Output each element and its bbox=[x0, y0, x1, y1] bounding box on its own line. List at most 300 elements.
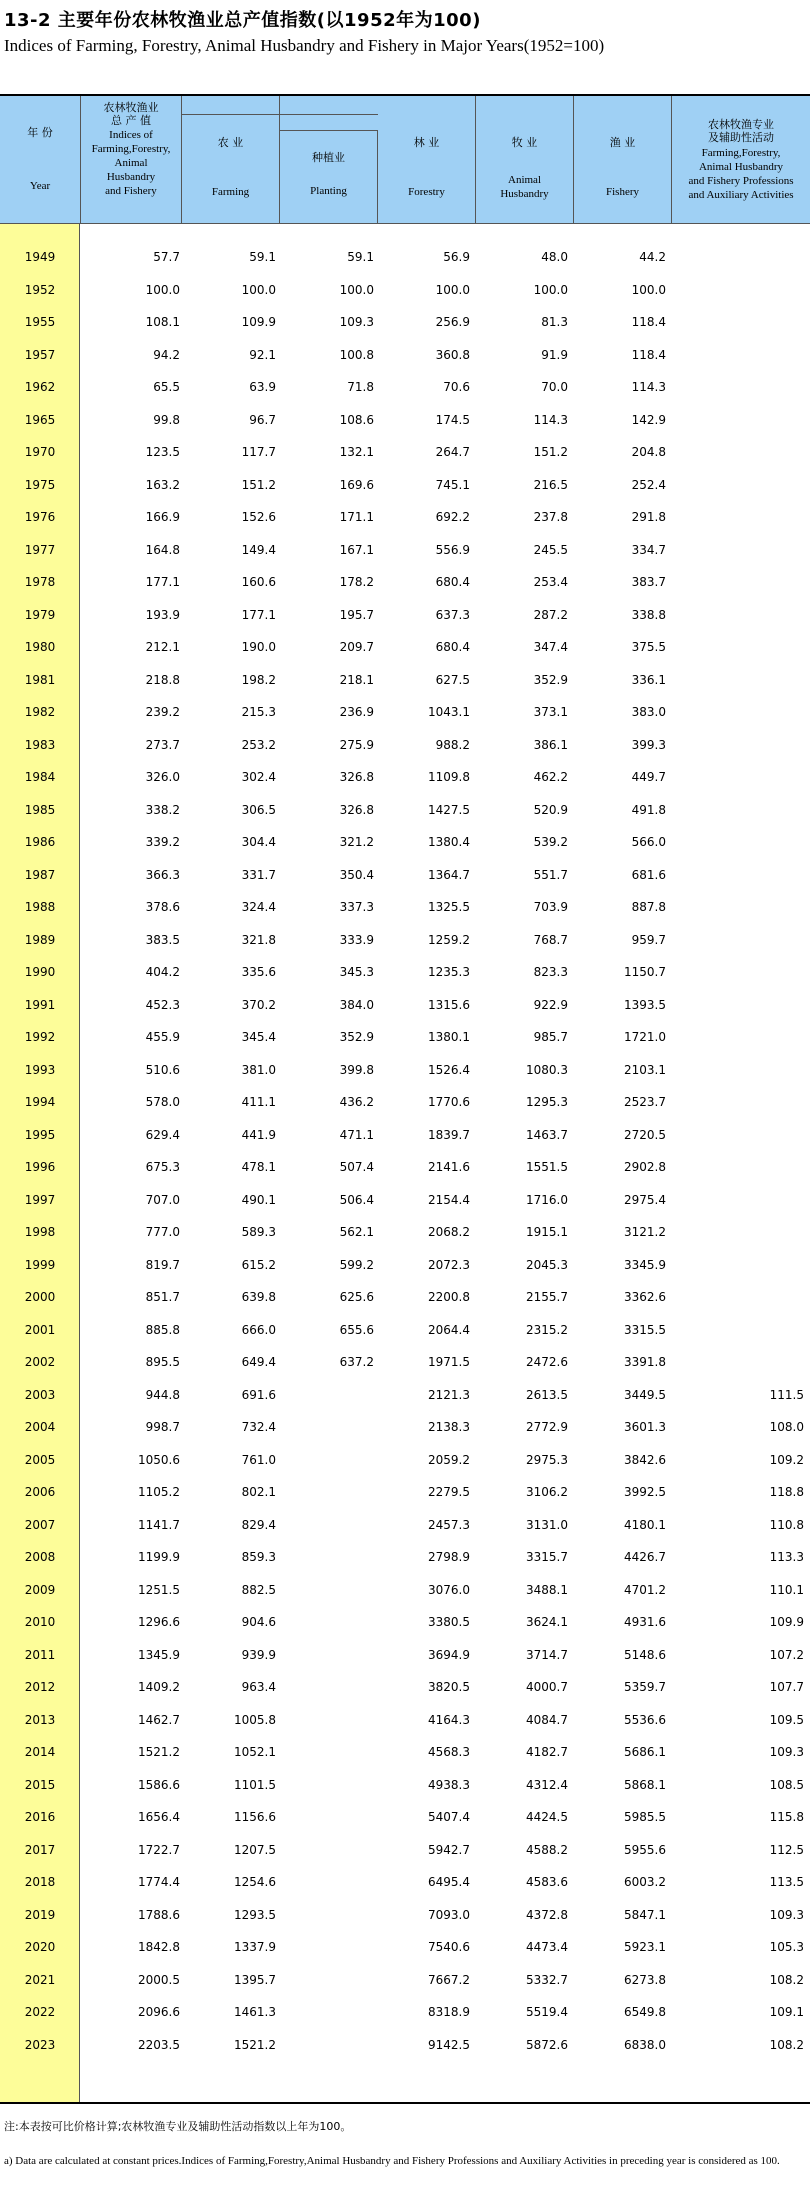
cell-forestry: 1380.1 bbox=[428, 1030, 470, 1044]
table-row bbox=[0, 697, 810, 729]
cell-forestry: 680.4 bbox=[435, 640, 470, 654]
table-row bbox=[0, 1867, 810, 1899]
table-row bbox=[0, 1380, 810, 1412]
cell-fishery: 334.7 bbox=[631, 542, 666, 557]
header-services-en4: and Auxiliary Activities bbox=[688, 189, 794, 201]
cell-year: 2021 bbox=[24, 1972, 56, 1987]
table-row bbox=[0, 925, 810, 957]
cell-total: 2203.5 bbox=[138, 2037, 180, 2052]
cell-forestry: 2121.3 bbox=[428, 1387, 470, 1402]
cell-farming: 324.4 bbox=[241, 900, 276, 914]
cell-animal: 4182.7 bbox=[526, 1745, 568, 1759]
cell-year: 1955 bbox=[24, 315, 56, 329]
cell-farming: 1521.2 bbox=[234, 2037, 276, 2052]
cell-farming: 1101.5 bbox=[234, 1777, 276, 1792]
table-row bbox=[0, 762, 810, 794]
cell-farming: 939.9 bbox=[241, 1647, 276, 1662]
cell-fishery: 681.6 bbox=[631, 867, 666, 882]
cell-total: 578.0 bbox=[145, 1095, 180, 1109]
cell-farming: 666.0 bbox=[241, 1322, 276, 1337]
cell-forestry: 2059.2 bbox=[428, 1452, 470, 1467]
cell-animal: 2975.3 bbox=[526, 1452, 568, 1467]
cell-farming: 335.6 bbox=[241, 965, 276, 979]
cell-fishery: 6003.2 bbox=[624, 1875, 666, 1889]
cell-forestry: 988.2 bbox=[435, 737, 470, 752]
cell-animal: 81.3 bbox=[541, 315, 568, 329]
table-row bbox=[0, 600, 810, 632]
cell-year: 1998 bbox=[24, 1225, 56, 1239]
cell-fishery: 5955.6 bbox=[624, 1842, 666, 1857]
cell-farming: 1207.5 bbox=[234, 1842, 276, 1857]
cell-animal: 2613.5 bbox=[526, 1387, 568, 1402]
cell-farming: 829.4 bbox=[241, 1517, 276, 1532]
cell-animal: 4084.7 bbox=[526, 1712, 568, 1727]
cell-total: 629.4 bbox=[145, 1127, 180, 1142]
cell-forestry: 2068.2 bbox=[428, 1225, 470, 1239]
table-row bbox=[0, 1055, 810, 1087]
cell-forestry: 174.5 bbox=[435, 412, 470, 427]
cell-year: 1983 bbox=[24, 737, 56, 752]
cell-year: 1949 bbox=[24, 250, 56, 264]
cell-year: 2005 bbox=[24, 1452, 56, 1467]
cell-fishery: 6549.8 bbox=[624, 2005, 666, 2019]
cell-fishery: 399.3 bbox=[631, 737, 666, 752]
cell-farming: 732.4 bbox=[241, 1420, 276, 1434]
cell-total: 510.6 bbox=[145, 1062, 180, 1077]
cell-farming: 109.9 bbox=[241, 315, 276, 329]
cell-animal: 3131.0 bbox=[526, 1517, 568, 1532]
cell-forestry: 1325.5 bbox=[428, 900, 470, 914]
cell-planting: 625.6 bbox=[339, 1290, 374, 1304]
cell-planting: 471.1 bbox=[339, 1127, 374, 1142]
cell-animal: 5519.4 bbox=[526, 2005, 568, 2019]
cell-total: 1251.5 bbox=[138, 1582, 180, 1597]
cell-fishery: 338.8 bbox=[631, 607, 666, 622]
cell-forestry: 6495.4 bbox=[428, 1875, 470, 1889]
header-total-en5: and Fishery bbox=[105, 185, 157, 197]
cell-services: 109.1 bbox=[769, 2005, 804, 2019]
cell-year: 2015 bbox=[24, 1777, 56, 1792]
cell-animal: 1295.3 bbox=[526, 1095, 568, 1109]
cell-animal: 3106.2 bbox=[526, 1485, 568, 1499]
cell-year: 1994 bbox=[24, 1095, 56, 1109]
cell-fishery: 1721.0 bbox=[624, 1030, 666, 1044]
cell-year: 1962 bbox=[24, 380, 56, 394]
header-planting bbox=[280, 130, 378, 223]
cell-planting: 275.9 bbox=[339, 737, 374, 752]
cell-fishery: 118.4 bbox=[631, 315, 666, 329]
header-services-en1: Farming,Forestry, bbox=[701, 147, 781, 159]
cell-fishery: 44.2 bbox=[639, 250, 666, 264]
cell-animal: 91.9 bbox=[541, 347, 568, 362]
cell-total: 1296.6 bbox=[138, 1615, 180, 1629]
cell-fishery: 3362.6 bbox=[624, 1290, 666, 1304]
cell-total: 99.8 bbox=[153, 412, 180, 427]
cell-total: 177.1 bbox=[145, 575, 180, 589]
cell-year: 1989 bbox=[24, 932, 56, 947]
cell-total: 1105.2 bbox=[138, 1485, 180, 1499]
cell-services: 112.5 bbox=[769, 1842, 804, 1857]
header-forestry-en: Forestry bbox=[408, 186, 445, 198]
cell-total: 383.5 bbox=[145, 932, 180, 947]
cell-year: 2020 bbox=[24, 1940, 56, 1954]
note-en: a) Data are calculated at constant prices.Indices of Farming,Forestry,Animal Husbandry and Fishery Professions and Auxiliary Activities in preceding year is considered as 100. bbox=[4, 2155, 780, 2167]
cell-planting: 100.0 bbox=[339, 282, 374, 297]
cell-year: 1987 bbox=[24, 867, 56, 882]
cell-animal: 1915.1 bbox=[526, 1225, 568, 1239]
cell-services: 118.8 bbox=[769, 1485, 804, 1499]
header-services-cn2: 及辅助性活动 bbox=[708, 131, 774, 144]
table-row bbox=[0, 665, 810, 697]
cell-year: 2006 bbox=[24, 1485, 56, 1499]
table-row bbox=[0, 1900, 810, 1932]
table-row bbox=[0, 1087, 810, 1119]
cell-services: 109.2 bbox=[769, 1452, 804, 1467]
cell-fishery: 118.4 bbox=[631, 347, 666, 362]
cell-forestry: 56.9 bbox=[443, 250, 470, 264]
cell-total: 404.2 bbox=[145, 965, 180, 979]
cell-farming: 1052.1 bbox=[234, 1745, 276, 1759]
cell-total: 108.1 bbox=[145, 315, 180, 329]
cell-farming: 478.1 bbox=[241, 1160, 276, 1174]
cell-farming: 639.8 bbox=[241, 1290, 276, 1304]
cell-fishery: 5923.1 bbox=[624, 1940, 666, 1954]
cell-fishery: 3601.3 bbox=[624, 1420, 666, 1434]
cell-year: 2007 bbox=[24, 1517, 56, 1532]
cell-forestry: 9142.5 bbox=[428, 2037, 470, 2052]
cell-forestry: 2138.3 bbox=[428, 1420, 470, 1434]
cell-forestry: 680.4 bbox=[435, 575, 470, 589]
cell-fishery: 375.5 bbox=[631, 640, 666, 654]
cell-animal: 2772.9 bbox=[526, 1420, 568, 1434]
cell-farming: 117.7 bbox=[241, 445, 276, 459]
cell-planting: 236.9 bbox=[339, 705, 374, 719]
table-row bbox=[0, 307, 810, 339]
cell-animal: 114.3 bbox=[533, 412, 568, 427]
table-row bbox=[0, 1932, 810, 1964]
data-table bbox=[0, 94, 810, 2104]
cell-forestry: 5942.7 bbox=[428, 1842, 470, 1857]
cell-animal: 922.9 bbox=[533, 997, 568, 1012]
cell-forestry: 8318.9 bbox=[428, 2005, 470, 2019]
cell-planting: 506.4 bbox=[339, 1192, 374, 1207]
cell-planting: 100.8 bbox=[339, 347, 374, 362]
cell-forestry: 4164.3 bbox=[428, 1712, 470, 1727]
cell-fishery: 252.4 bbox=[631, 477, 666, 492]
cell-total: 1788.6 bbox=[138, 1907, 180, 1922]
table-row bbox=[0, 892, 810, 924]
cell-fishery: 2523.7 bbox=[624, 1095, 666, 1109]
cell-animal: 1716.0 bbox=[526, 1192, 568, 1207]
cell-year: 1957 bbox=[24, 347, 56, 362]
header-farming bbox=[182, 96, 280, 223]
cell-total: 193.9 bbox=[145, 607, 180, 622]
cell-total: 100.0 bbox=[145, 282, 180, 297]
cell-fishery: 2720.5 bbox=[624, 1127, 666, 1142]
cell-total: 885.8 bbox=[145, 1322, 180, 1337]
table-row bbox=[0, 1705, 810, 1737]
header-fishery bbox=[574, 96, 672, 223]
cell-services: 108.5 bbox=[769, 1777, 804, 1792]
table-row bbox=[0, 242, 810, 274]
cell-animal: 287.2 bbox=[533, 607, 568, 622]
cell-planting: 337.3 bbox=[339, 900, 374, 914]
cell-farming: 859.3 bbox=[241, 1550, 276, 1564]
cell-year: 1990 bbox=[24, 965, 56, 979]
cell-fishery: 100.0 bbox=[631, 282, 666, 297]
cell-planting: 171.1 bbox=[339, 510, 374, 524]
cell-animal: 703.9 bbox=[533, 900, 568, 914]
cell-fishery: 1393.5 bbox=[624, 997, 666, 1012]
cell-year: 2001 bbox=[24, 1322, 56, 1337]
cell-forestry: 2072.3 bbox=[428, 1257, 470, 1272]
cell-planting: 132.1 bbox=[339, 445, 374, 459]
header-divider bbox=[182, 114, 378, 115]
cell-farming: 198.2 bbox=[241, 672, 276, 687]
cell-farming: 381.0 bbox=[241, 1062, 276, 1077]
cell-total: 366.3 bbox=[145, 867, 180, 882]
cell-animal: 2472.6 bbox=[526, 1355, 568, 1369]
cell-animal: 386.1 bbox=[533, 737, 568, 752]
cell-farming: 1461.3 bbox=[234, 2005, 276, 2019]
cell-fishery: 6273.8 bbox=[624, 1972, 666, 1987]
cell-total: 1521.2 bbox=[138, 1745, 180, 1759]
cell-planting: 562.1 bbox=[339, 1225, 374, 1239]
header-year-cn: 年 份 bbox=[27, 126, 53, 139]
cell-planting: 169.6 bbox=[339, 477, 374, 492]
cell-forestry: 745.1 bbox=[435, 477, 470, 492]
cell-total: 2096.6 bbox=[138, 2005, 180, 2019]
cell-animal: 4473.4 bbox=[526, 1940, 568, 1954]
cell-fishery: 3992.5 bbox=[624, 1485, 666, 1499]
cell-planting: 350.4 bbox=[339, 867, 374, 882]
cell-animal: 237.8 bbox=[533, 510, 568, 524]
cell-animal: 768.7 bbox=[533, 932, 568, 947]
cell-planting: 109.3 bbox=[339, 315, 374, 329]
cell-farming: 1005.8 bbox=[234, 1712, 276, 1727]
cell-animal: 373.1 bbox=[533, 705, 568, 719]
cell-total: 895.5 bbox=[145, 1355, 180, 1369]
cell-forestry: 70.6 bbox=[443, 380, 470, 394]
cell-planting: 218.1 bbox=[339, 672, 374, 687]
cell-year: 1952 bbox=[24, 282, 56, 297]
table-row bbox=[0, 2030, 810, 2062]
cell-fishery: 4931.6 bbox=[624, 1615, 666, 1629]
cell-animal: 4424.5 bbox=[526, 1810, 568, 1824]
header-services-cn1: 农林牧渔专业 bbox=[708, 118, 774, 131]
header-year bbox=[0, 96, 81, 223]
cell-forestry: 1380.4 bbox=[428, 835, 470, 849]
cell-farming: 302.4 bbox=[241, 770, 276, 784]
cell-total: 123.5 bbox=[145, 445, 180, 459]
cell-forestry: 4938.3 bbox=[428, 1777, 470, 1792]
cell-fishery: 5359.7 bbox=[624, 1680, 666, 1694]
cell-fishery: 5868.1 bbox=[624, 1777, 666, 1792]
header-total-en3: Animal bbox=[114, 157, 148, 169]
header-animal-en1: Animal bbox=[508, 174, 541, 186]
cell-farming: 215.3 bbox=[241, 705, 276, 719]
cell-forestry: 2154.4 bbox=[428, 1192, 470, 1207]
cell-farming: 1293.5 bbox=[234, 1907, 276, 1922]
cell-forestry: 264.7 bbox=[435, 445, 470, 459]
cell-planting: 352.9 bbox=[339, 1030, 374, 1044]
cell-farming: 253.2 bbox=[241, 737, 276, 752]
cell-planting: 345.3 bbox=[339, 965, 374, 979]
cell-forestry: 637.3 bbox=[435, 607, 470, 622]
table-row bbox=[0, 437, 810, 469]
table-row bbox=[0, 372, 810, 404]
cell-fishery: 5686.1 bbox=[624, 1745, 666, 1759]
cell-services: 109.3 bbox=[769, 1907, 804, 1922]
cell-fishery: 3391.8 bbox=[624, 1355, 666, 1369]
cell-fishery: 887.8 bbox=[631, 900, 666, 914]
cell-year: 2014 bbox=[24, 1745, 56, 1759]
cell-farming: 1156.6 bbox=[234, 1810, 276, 1824]
cell-animal: 985.7 bbox=[533, 1030, 568, 1044]
cell-fishery: 4701.2 bbox=[624, 1582, 666, 1597]
header-total-en1: Indices of bbox=[109, 129, 153, 141]
table-row bbox=[0, 1607, 810, 1639]
cell-farming: 1254.6 bbox=[234, 1875, 276, 1889]
cell-services: 108.2 bbox=[769, 2037, 804, 2052]
cell-farming: 151.2 bbox=[241, 477, 276, 492]
cell-fishery: 1150.7 bbox=[624, 965, 666, 979]
cell-forestry: 2141.6 bbox=[428, 1160, 470, 1174]
cell-forestry: 556.9 bbox=[435, 542, 470, 557]
cell-total: 212.1 bbox=[145, 640, 180, 654]
cell-farming: 304.4 bbox=[241, 835, 276, 849]
cell-total: 57.7 bbox=[153, 250, 180, 264]
cell-planting: 637.2 bbox=[339, 1355, 374, 1369]
cell-total: 851.7 bbox=[145, 1290, 180, 1304]
table-row bbox=[0, 1152, 810, 1184]
cell-services: 108.0 bbox=[769, 1420, 804, 1434]
cell-farming: 589.3 bbox=[241, 1225, 276, 1239]
cell-planting: 655.6 bbox=[339, 1322, 374, 1337]
cell-farming: 63.9 bbox=[249, 380, 276, 394]
cell-fishery: 491.8 bbox=[631, 802, 666, 817]
cell-fishery: 2902.8 bbox=[624, 1160, 666, 1174]
cell-year: 2009 bbox=[24, 1582, 56, 1597]
table-row bbox=[0, 502, 810, 534]
cell-fishery: 3121.2 bbox=[624, 1225, 666, 1239]
cell-year: 2008 bbox=[24, 1550, 56, 1564]
cell-fishery: 5847.1 bbox=[624, 1907, 666, 1922]
cell-animal: 3315.7 bbox=[526, 1550, 568, 1564]
header-animal-cn: 牧 业 bbox=[511, 136, 538, 149]
cell-farming: 306.5 bbox=[241, 802, 276, 817]
cell-forestry: 2457.3 bbox=[428, 1517, 470, 1532]
cell-fishery: 5985.5 bbox=[624, 1810, 666, 1824]
table-row bbox=[0, 405, 810, 437]
cell-farming: 615.2 bbox=[241, 1257, 276, 1272]
cell-services: 111.5 bbox=[769, 1387, 804, 1402]
cell-total: 239.2 bbox=[145, 705, 180, 719]
table-row bbox=[0, 730, 810, 762]
cell-forestry: 1315.6 bbox=[428, 997, 470, 1012]
cell-planting: 108.6 bbox=[339, 412, 374, 427]
cell-year: 1991 bbox=[24, 997, 56, 1012]
table-row bbox=[0, 1282, 810, 1314]
cell-year: 1970 bbox=[24, 445, 56, 459]
cell-animal: 5332.7 bbox=[526, 1972, 568, 1987]
cell-animal: 100.0 bbox=[533, 282, 568, 297]
cell-forestry: 1043.1 bbox=[428, 705, 470, 719]
table-title-en: Indices of Farming, Forestry, Animal Husbandry and Fishery in Major Years(1952=100) bbox=[4, 36, 605, 55]
cell-farming: 160.6 bbox=[241, 575, 276, 589]
cell-planting: 399.8 bbox=[339, 1062, 374, 1077]
cell-animal: 151.2 bbox=[533, 445, 568, 459]
cell-planting: 59.1 bbox=[347, 250, 374, 264]
table-row bbox=[0, 535, 810, 567]
cell-forestry: 7540.6 bbox=[428, 1940, 470, 1954]
cell-services: 107.2 bbox=[769, 1647, 804, 1662]
cell-fishery: 3315.5 bbox=[624, 1322, 666, 1337]
cell-farming: 882.5 bbox=[241, 1582, 276, 1597]
cell-year: 1988 bbox=[24, 900, 56, 914]
cell-animal: 70.0 bbox=[541, 380, 568, 394]
cell-total: 1409.2 bbox=[138, 1680, 180, 1694]
cell-year: 1986 bbox=[24, 835, 56, 849]
table-row bbox=[0, 340, 810, 372]
cell-farming: 152.6 bbox=[241, 510, 276, 524]
cell-services: 110.8 bbox=[769, 1517, 804, 1532]
cell-services: 113.3 bbox=[769, 1550, 804, 1564]
cell-forestry: 100.0 bbox=[435, 282, 470, 297]
cell-year: 1979 bbox=[24, 607, 56, 622]
header-planting-en: Planting bbox=[310, 185, 347, 197]
cell-animal: 4583.6 bbox=[526, 1875, 568, 1889]
cell-animal: 4000.7 bbox=[526, 1680, 568, 1694]
header-farming-cn: 农 业 bbox=[217, 136, 244, 149]
cell-forestry: 1839.7 bbox=[428, 1127, 470, 1142]
cell-fishery: 383.0 bbox=[631, 705, 666, 719]
cell-total: 675.3 bbox=[145, 1160, 180, 1174]
cell-animal: 4312.4 bbox=[526, 1777, 568, 1792]
cell-year: 2003 bbox=[24, 1387, 56, 1402]
cell-farming: 761.0 bbox=[241, 1452, 276, 1467]
cell-total: 2000.5 bbox=[138, 1972, 180, 1987]
table-row bbox=[0, 632, 810, 664]
cell-fishery: 6838.0 bbox=[624, 2037, 666, 2052]
cell-farming: 59.1 bbox=[249, 250, 276, 264]
cell-fishery: 336.1 bbox=[631, 672, 666, 687]
cell-year: 1999 bbox=[24, 1257, 56, 1272]
table-row bbox=[0, 1445, 810, 1477]
cell-animal: 245.5 bbox=[533, 542, 568, 557]
cell-animal: 2315.2 bbox=[526, 1322, 568, 1337]
table-row bbox=[0, 1217, 810, 1249]
header-total-en4: Husbandry bbox=[106, 171, 156, 183]
cell-planting: 507.4 bbox=[339, 1160, 374, 1174]
cell-planting: 384.0 bbox=[339, 997, 374, 1012]
cell-year: 1975 bbox=[24, 477, 56, 492]
cell-total: 94.2 bbox=[153, 347, 180, 362]
cell-year: 1980 bbox=[24, 640, 56, 654]
cell-fishery: 566.0 bbox=[631, 835, 666, 849]
cell-year: 2011 bbox=[24, 1647, 56, 1662]
cell-fishery: 142.9 bbox=[631, 412, 666, 427]
cell-farming: 370.2 bbox=[241, 997, 276, 1012]
cell-services: 108.2 bbox=[769, 1972, 804, 1987]
cell-animal: 4372.8 bbox=[526, 1907, 568, 1922]
header-total-en2: Farming,Forestry, bbox=[91, 143, 171, 155]
cell-farming: 904.6 bbox=[241, 1615, 276, 1629]
cell-forestry: 3380.5 bbox=[428, 1615, 470, 1629]
cell-farming: 963.4 bbox=[241, 1680, 276, 1694]
cell-farming: 92.1 bbox=[249, 347, 276, 362]
cell-total: 326.0 bbox=[145, 770, 180, 784]
